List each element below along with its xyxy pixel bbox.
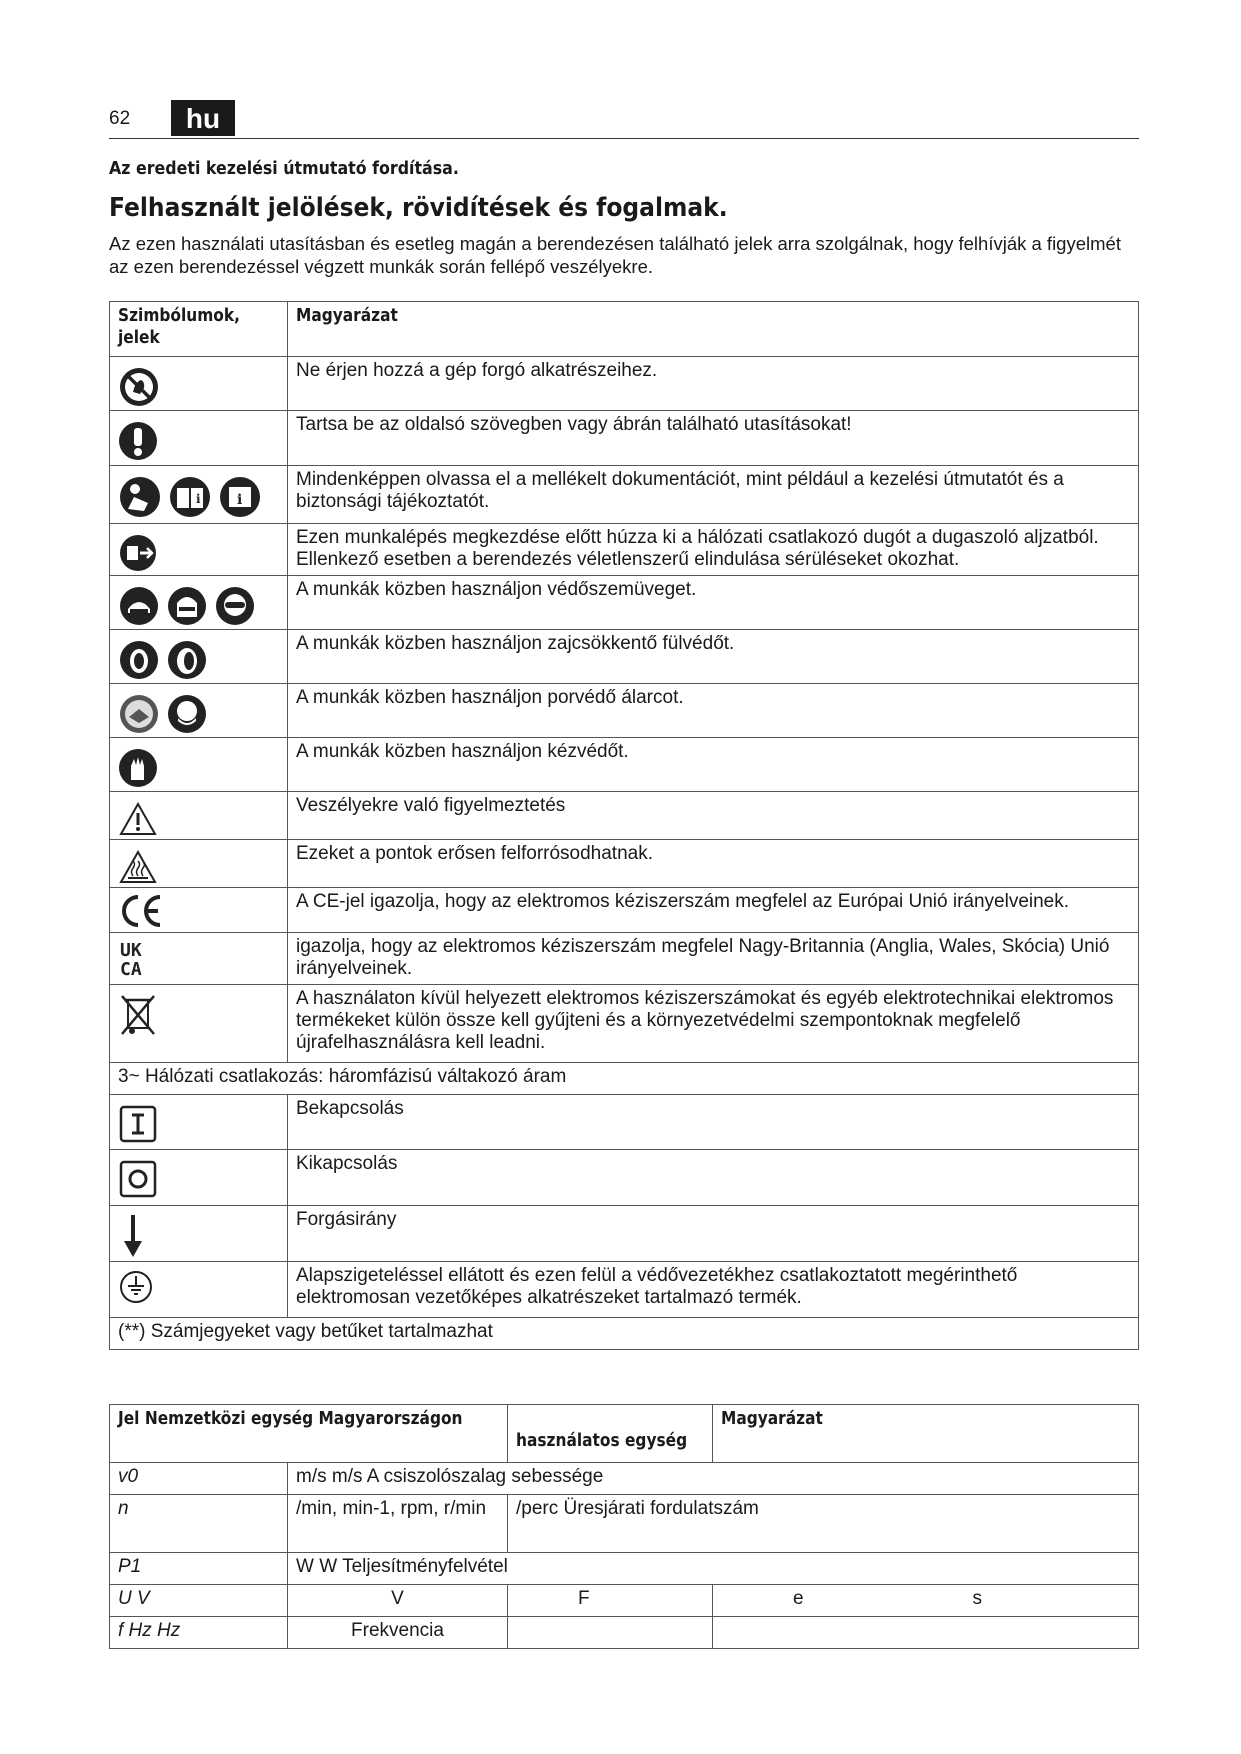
unplug-icon	[118, 533, 158, 573]
table-row	[110, 411, 1139, 466]
symbol-explanation: Ne érjen hozzá a gép forgó alkatrészeihez.	[288, 357, 1139, 411]
header-explanation: Magyarázat	[713, 1405, 1139, 1463]
hot-surface-icon	[118, 849, 158, 885]
ear-muff-icon	[166, 639, 208, 681]
unit-symbol: f Hz Hz	[110, 1617, 288, 1649]
read-manual-icon	[118, 475, 162, 519]
symbol-explanation: igazolja, hogy az elektromos kéziszerszám megfelel Nagy-Britannia (Anglia, Wales, Skócia) Unió irányelveinek.	[288, 933, 1139, 985]
face-shield-icon	[166, 585, 208, 627]
table-row	[110, 1553, 1139, 1585]
table-row	[110, 1495, 1139, 1553]
language-badge: hu	[171, 100, 235, 136]
power-on-icon	[118, 1104, 158, 1144]
unit-symbol: U V	[110, 1585, 288, 1617]
table-row	[110, 985, 1139, 1063]
header-symbols: Szimbólumok, jelek	[110, 302, 288, 357]
svg-text:i: i	[237, 492, 243, 508]
table-row	[110, 357, 1139, 411]
symbol-explanation: Kikapcsolás	[288, 1150, 1139, 1206]
header-local-unit: használatos egység	[508, 1405, 713, 1463]
footnote-note: (**) Számjegyeket vagy betűket tartalmazhat	[110, 1318, 1139, 1350]
symbol-explanation: Mindenképpen olvassa el a mellékelt dokumentációt, mint például a kezelési útmutatót és a biztonsági tájékoztatót.	[288, 466, 1139, 524]
info-book-icon	[168, 475, 212, 519]
unit-symbol: P1	[110, 1553, 288, 1585]
table-row	[110, 1206, 1139, 1262]
units-table	[109, 1404, 1139, 1649]
unit-description: e s	[713, 1585, 1139, 1617]
table-header-row	[110, 302, 1139, 357]
symbols-table	[109, 301, 1139, 1350]
unit-description: W W Teljesítményfelvétel	[288, 1553, 1139, 1585]
symbol-explanation: Forgásirány	[288, 1206, 1139, 1262]
weee-bin-icon	[118, 990, 158, 1038]
table-row	[110, 630, 1139, 684]
unit-description: m/s m/s A csiszolószalag sebessége	[288, 1463, 1139, 1495]
unit-empty	[713, 1617, 1139, 1649]
symbol-explanation: Alapszigeteléssel ellátott és ezen felül a védővezetékhez csatlakoztatott megérinthető elektromosan vezetőképes alkatrészeket tartalmazó termék.	[288, 1262, 1139, 1318]
table-row	[110, 738, 1139, 792]
unit-symbol: n	[110, 1495, 288, 1553]
table-row	[110, 933, 1139, 985]
symbol-explanation: Tartsa be az oldalsó szövegben vagy ábrán található utasításokat!	[288, 411, 1139, 466]
section-title: Felhasznált jelölések, rövidítések és fogalmak.	[109, 193, 728, 223]
unit-empty	[508, 1617, 713, 1649]
rotation-direction-arrow-icon	[118, 1213, 148, 1259]
table-row	[110, 1617, 1139, 1649]
table-row	[110, 840, 1139, 888]
three-phase-note: 3~ Hálózati csatlakozás: háromfázisú váltakozó áram	[110, 1063, 1139, 1095]
unit-values: /min, min-1, rpm, r/min	[288, 1495, 508, 1553]
respirator-icon	[166, 693, 208, 735]
table-row	[110, 1262, 1139, 1318]
info-document-icon	[218, 475, 262, 519]
mandatory-instruction-icon	[118, 420, 158, 462]
table-row	[110, 1150, 1139, 1206]
protective-earth-icon	[118, 1269, 154, 1305]
table-row	[110, 1063, 1139, 1095]
symbol-explanation: A használaton kívül helyezett elektromos kéziszerszámokat és egyéb elektrotechnikai elektromos termékeket külön össze kell gyűjteni és a környezetvédelmi szempontoknak megfelelő újrafelhasználásra kell leadni.	[288, 985, 1139, 1063]
power-off-icon	[118, 1159, 158, 1199]
ukca-mark-icon	[118, 938, 158, 978]
unit-value: V	[288, 1585, 508, 1617]
ce-mark-icon	[118, 893, 164, 929]
svg-text:i: i	[196, 492, 201, 506]
page-number: 62	[109, 108, 131, 129]
eye-protection-icon	[118, 585, 160, 627]
table-row	[110, 576, 1139, 630]
unit-symbol: v0	[110, 1463, 288, 1495]
table-row	[110, 524, 1139, 576]
svg-text:UK: UK	[120, 940, 142, 961]
translation-note: Az eredeti kezelési útmutató fordítása.	[109, 158, 459, 179]
table-row	[110, 1463, 1139, 1495]
symbol-explanation: A munkák közben használjon zajcsökkentő fülvédőt.	[288, 630, 1139, 684]
table-row	[110, 888, 1139, 933]
page-header	[109, 100, 1139, 139]
table-row	[110, 792, 1139, 840]
symbol-explanation: A munkák közben használjon porvédő álarcot.	[288, 684, 1139, 738]
symbol-explanation: A CE-jel igazolja, hogy az elektromos kéziszerszám megfelel az Európai Unió irányelveinek.	[288, 888, 1139, 933]
ear-protection-icon	[118, 639, 160, 681]
table-header-row	[110, 1405, 1139, 1463]
intro-paragraph: Az ezen használati utasításban és esetleg magán a berendezésen található jelek arra szolgálnak, hogy felhívják a figyelmét az ezen berendezéssel végzett munkák során fellépő veszélyekre.	[109, 233, 1121, 277]
warning-triangle-icon	[118, 801, 158, 837]
symbol-explanation: Bekapcsolás	[288, 1095, 1139, 1150]
gloves-icon	[118, 747, 158, 789]
table-row	[110, 1318, 1139, 1350]
unit-description: Frekvencia	[288, 1617, 508, 1649]
svg-text:CA: CA	[120, 959, 142, 978]
table-row	[110, 684, 1139, 738]
unit-value: F	[508, 1585, 713, 1617]
symbol-explanation: A munkák közben használjon védőszemüveget.	[288, 576, 1139, 630]
symbol-explanation: Veszélyekre való figyelmeztetés	[288, 792, 1139, 840]
symbol-explanation: A munkák közben használjon kézvédőt.	[288, 738, 1139, 792]
table-row	[110, 1095, 1139, 1150]
dust-mask-icon	[118, 693, 160, 735]
table-row	[110, 466, 1139, 524]
unit-description: /perc Üresjárati fordulatszám	[508, 1495, 1139, 1553]
header-explanation: Magyarázat	[288, 302, 1139, 357]
header-symbol-units: Jel Nemzetközi egység Magyarországon	[110, 1405, 508, 1463]
goggles-icon	[214, 585, 256, 627]
table-row	[110, 1585, 1139, 1617]
symbol-explanation: Ezeket a pontok erősen felforrósodhatnak.	[288, 840, 1139, 888]
no-touch-rotating-parts-icon	[118, 366, 160, 408]
symbol-explanation: Ezen munkalépés megkezdése előtt húzza ki a hálózati csatlakozó dugót a dugaszoló aljzatból. Ellenkező esetben a berendezés véletlenszerű elindulása sérüléseket okozhat.	[288, 524, 1139, 576]
